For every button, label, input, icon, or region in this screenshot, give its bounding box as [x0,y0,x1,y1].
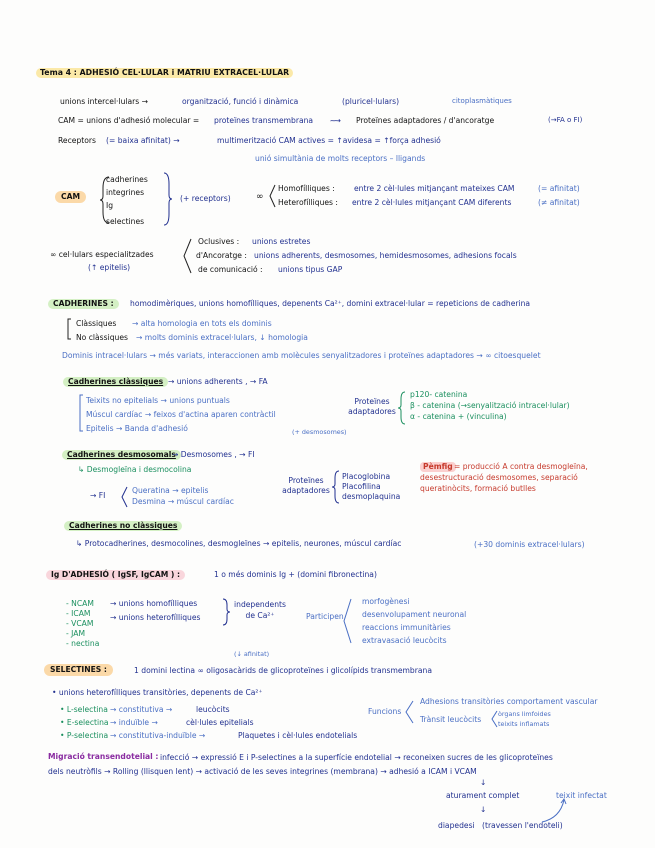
fi-bracket-icon [120,486,128,508]
catenina-item: p120- catenina [410,390,468,399]
selectina-mode: → constitutiva → [110,705,173,714]
fi-item: Queratina → epitelis [132,486,209,495]
especial-bracket-icon [182,238,192,274]
selectines-desc: 1 domini lectina ∞ oligosacàrids de glicoproteïnes i glicolípids transmembrana [134,666,432,675]
pemfig-desc-2: desestructuració desmosomes, separació [420,473,578,482]
cam-type: cadherines [106,175,148,184]
classiques-row: Múscul cardíac → feixos d'actina aparen contràctil [86,410,276,419]
classiques-arrow: → unions adherents , → FA [168,377,268,386]
classiques-row: Teixits no epitelials → unions puntuals [86,396,230,405]
ig-item: - JAM [66,629,86,638]
cam-fa: (→FA o FI) [548,116,583,124]
migracio-line: infecció → expressió E i P-selectines a la superfície endotelial → reconeixen sucres de les glicoproteïnes [160,753,553,762]
ig-brace-icon [222,598,230,626]
participen-item: morfogènesi [362,597,410,606]
desmo-prot-item: Placofilina [342,482,381,491]
heterofilliques-affinity: (≠ afinitat) [538,198,580,207]
unions-label: unions intercel·lulars → [60,97,149,106]
multimerization: multimerització CAM actives = ↑avidesa = ↑força adhesió [217,136,441,145]
ig-item: - ICAM [66,609,91,618]
classiques-row: Epitelis → Banda d'adhesió [86,424,188,433]
selectina-cells: Plaquetes i cèl·lules endotelials [238,731,358,740]
classiques-label: Clàssiques [76,319,117,328]
ig-item: - nectina [66,639,100,648]
cam-type: Ig [106,201,114,210]
especial-value: unions estretes [252,237,311,246]
participen-item: desenvolupament neuronal [362,610,467,619]
desmo-prot-brace-icon [332,470,340,504]
diapedesi: diapedesi [438,821,475,830]
receptors-affinity: (= baixa afinitat) → [106,136,180,145]
selectina-name: • P-selectina [60,731,109,740]
noclassiques-label: No clàssiques [76,333,128,342]
noclassiques-note: (+30 dominis extracel·lulars) [474,540,585,549]
cam-right-brace-icon [163,172,173,226]
transit-item: teixits inflamats [498,720,550,728]
transit-bracket-icon [490,710,498,728]
classiques-prot-brace-icon [398,391,406,425]
ig-item: - VCAM [66,619,94,628]
citoplasmatiques: citoplasmàtiques [452,97,512,105]
cam-receptors-note: (+ receptors) [180,194,231,203]
cam-badge: CAM [55,191,86,203]
unions-paren: (pluricel·lulars) [342,97,400,106]
homofilliques-desc: entre 2 cèl·lules mitjançant mateixes CAM [354,184,515,193]
migracio-label: Migració transendotelial : [48,752,159,761]
unions-desc: organització, funció i dinàmica [182,97,299,106]
migracio-line: dels neutròfils → Rolling (llisquen lent) → activació de les seves integrines (membrana) → adhesió a ICAM i VCAM [48,767,477,776]
curved-arrow-icon [540,798,570,824]
selectines-heading: SELECTINES : [44,664,113,676]
selectines-affinity: (↓ afinitat) [234,650,270,658]
selectines-sub: • unions heterofílliques transitòries, depenents de Ca²⁺ [52,688,263,697]
catenina-item: α - catenina + (vinculina) [410,412,507,421]
classiques-desc: → alta homologia en tots els dominis [132,319,272,328]
especial-key: Oclusives : [198,237,240,246]
heterofilliques-label: Heterofílliques : [278,198,338,207]
down-arrow-icon: ↓ [480,805,487,814]
desmo-prot-label: Proteïnes adaptadores [282,476,330,495]
classiques-list-bracket-icon [78,394,84,432]
homo-hetero-bracket-icon [268,184,276,208]
catenina-item: β - catenina (→senyalització intracel·lular) [410,401,570,410]
desmo-prot-item: Placoglobina [342,472,391,481]
infinity-icon: ∞ [256,192,264,202]
wavy-arrow-icon: ⟿ [330,116,341,125]
cam-type: integrines [106,188,145,197]
participen-item: reaccions immunitàries [362,623,451,632]
desmosomals-arrow: → Desmosomes , → FI [172,450,255,459]
dominis-intracel: Dominis intracel·lulars → més variats, interaccionen amb molècules senyalitzadores i proteïnes adaptadores → ∞ citoesquelet [62,351,541,360]
ig-homo: → unions homofílliques [110,599,198,608]
fi-item: Desmina → múscul cardíac [132,497,234,506]
homofilliques-affinity: (= afinitat) [538,184,580,193]
funcions-label: Funcions [368,707,402,716]
desmosomals-heading: Cadherines desmosomals [62,450,181,460]
noclassiques-heading: Cadherines no clàssiques [64,521,182,531]
pemfig-desc: = producció A contra desmogleïna, [454,462,588,471]
especial-key: de comunicació : [198,265,263,274]
especial-value: unions adherents, desmosomes, hemidesmosomes, adhesions focals [254,251,517,260]
homofilliques-label: Homofílliques : [278,184,335,193]
selectina-cells: cèl·lules epitelials [186,718,254,727]
cam-type: selectines [106,217,145,226]
diapedesi-paren: (travessen l'endoteli) [482,821,563,830]
ig-hetero: → unions heterofílliques [110,613,201,622]
pemfig-badge: Pèmfig [420,462,456,472]
fi-label: → FI [90,491,106,500]
cadherines-heading: CADHERINES : [48,299,119,309]
funcions-bracket-icon [404,700,414,724]
cam-adaptadores: Proteïnes adaptadores / d'ancoratge [356,116,495,125]
selectina-mode: → induïble → [110,718,158,727]
down-arrow-icon: ↓ [480,778,487,787]
funcions-item: Adhesions transitòries comportament vascular [420,697,598,706]
desmosomes-note: (+ desmosomes) [292,428,347,436]
selectina-cells: leucòcits [196,705,230,714]
heterofilliques-desc: entre 2 cèl·lules mitjançant CAM diferents [352,198,512,207]
pemfig-desc-3: queratinòcits, formació butlles [420,484,536,493]
receptors-label: Receptors [58,136,96,145]
especial-key: d'Ancoratge : [196,251,247,260]
classiques-prot-label: Proteïnes adaptadores [348,397,396,416]
aturament: aturament complet [446,791,520,800]
participen-item: extravasació leucòcits [362,636,447,645]
participen-bracket-icon [342,598,352,644]
cadherines-desc: homodimèriques, unions homofílliques, depenents Ca²⁺, domini extracel·lular = repeticions de cadherina [130,299,531,308]
ig-desc: 1 o més dominis Ig + (domini fibronectina) [214,570,377,579]
cam-proteins: proteïnes transmembrana [214,116,314,125]
selectina-mode: → constitutiva-induïble → [110,731,206,740]
classiques-heading: Cadherines clàssiques [63,377,168,387]
cadherines-bracket-icon [66,318,72,340]
selectina-name: • L-selectina [60,705,108,714]
simultaneous-binding: unió simultània de molts receptors – lligands [255,154,426,163]
especial-value: unions tipus GAP [278,265,343,274]
desmosomals-sub: ↳ Desmogleïna i desmocolina [78,465,192,474]
selectina-name: • E-selectina [60,718,109,727]
teixit-infectat: teixit infectat [556,791,607,800]
transit-item: òrgans limfoides [498,710,551,718]
page-title: Tema 4 : ADHESIÓ CEL·LULAR i MATRIU EXTRACEL·LULAR [36,68,293,78]
ig-indep: independents de Ca²⁺ [234,600,286,620]
funcions-item: Trànsit leucòcits [420,715,482,724]
noclassiques-desc: ↳ Protocadherines, desmocolines, desmogleïnes → epitelis, neurones, múscul cardíac [76,539,402,548]
especialitzades-label: ∞ cel·lulars especialitzades [50,250,154,259]
especialitzades-sub: (↑ epitelis) [88,263,131,272]
ig-item: - NCAM [66,599,94,608]
ig-heading: Ig D'ADHESIÓ ( IgSF, IgCAM ) : [46,570,185,580]
noclassiques-desc: → molts dominis extracel·lulars, ↓ homologia [136,333,308,342]
participen-label: Participen [306,612,344,621]
desmo-prot-item: desmoplaquina [342,492,401,501]
cam-definition: CAM = unions d'adhesió molecular = [58,116,200,125]
